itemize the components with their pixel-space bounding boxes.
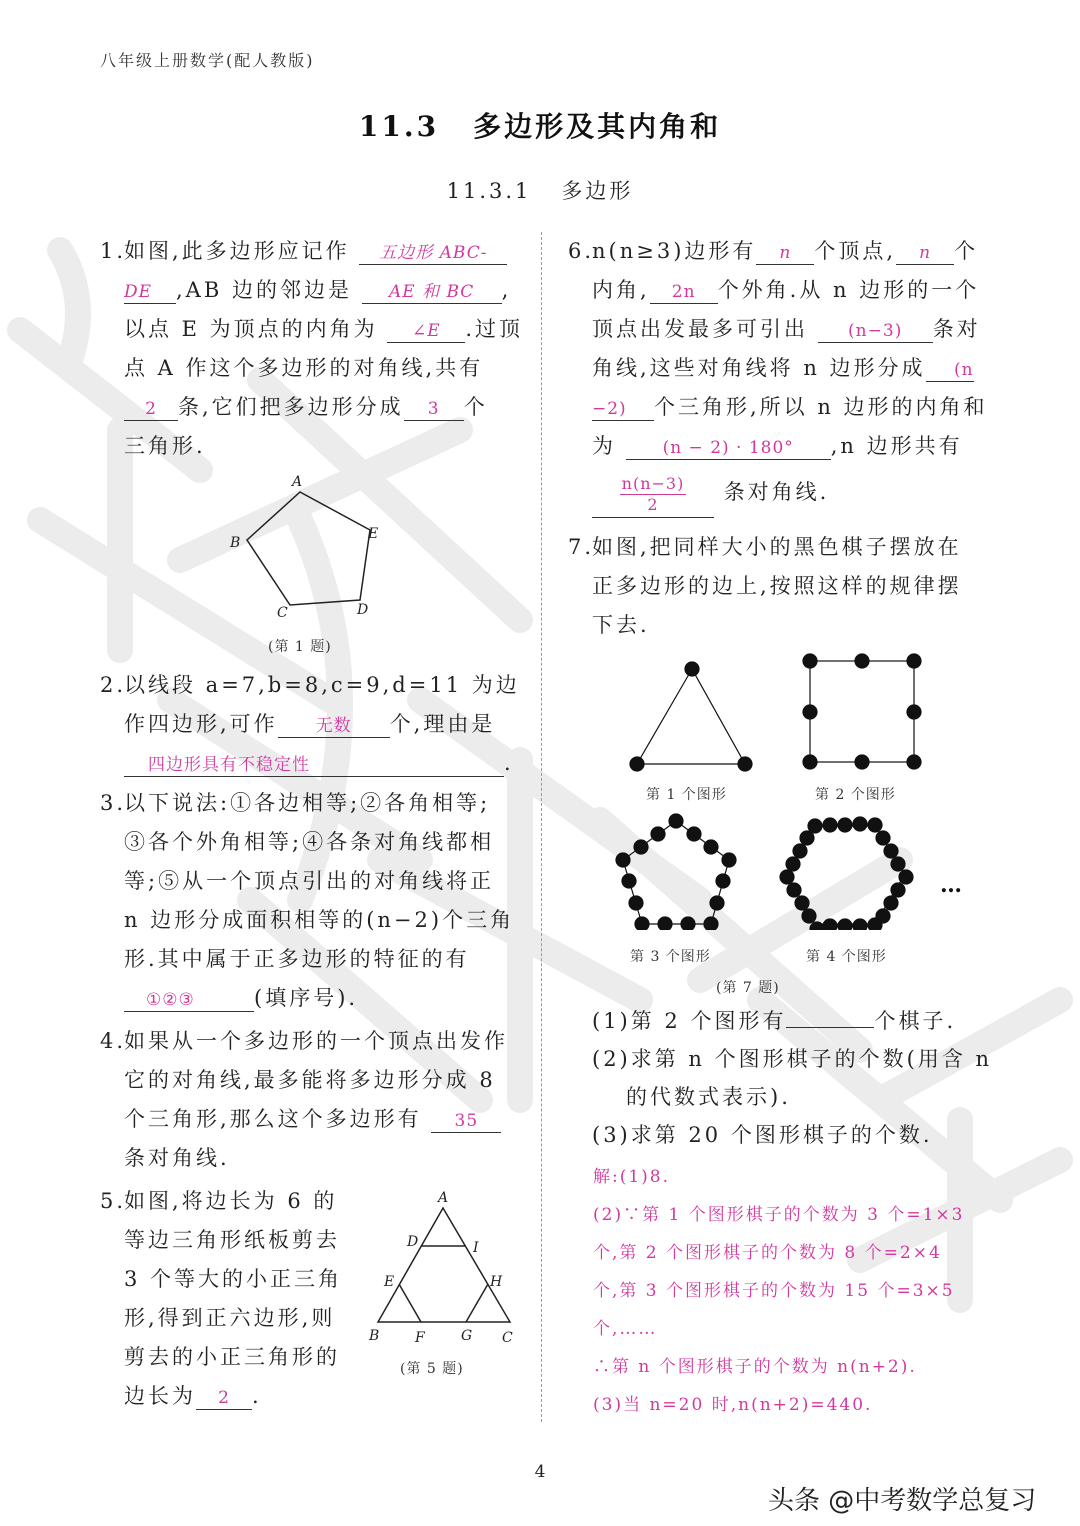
question-text: (1)第 2 个图形有 [592,1009,787,1033]
pentagon-figure [225,472,385,622]
question-text: 以线段 a=7,b=8,c=9,d=11 为边 [124,673,520,697]
question-text: 条对 [932,317,981,341]
vertex-label-h: H [490,1274,503,1290]
question-number: 7. [568,535,595,559]
question-text: n 边形分成面积相等的(n−2)个三角 [124,908,515,932]
question-text: 如图,将边长为 6 的 [124,1189,338,1213]
question-text: 三角形. [124,434,206,458]
answer-blank[interactable]: 2n [650,281,718,304]
running-head: 八年级上册数学(配人教版) [100,51,315,70]
question-text: 角线,这些对角线将 n 边形分成 [592,356,926,380]
figure-caption: 第 2 个图形 [815,787,896,803]
question-text: 个三角形,那么这个多边形有 [124,1107,422,1131]
question-text: 边长为 [124,1384,196,1408]
solution-line: (3)当 n=20 时,n(n+2)=440. [593,1395,873,1415]
vertex-label-a: A [438,1190,449,1206]
ellipsis: … [940,872,962,898]
fraction-denominator: 2 [647,495,659,514]
figure-caption: (第 5 题) [400,1361,464,1377]
question-text: (3)求第 20 个图形棋子的个数. [592,1123,933,1147]
question-text: . [504,751,514,775]
question-5 [100,1182,354,1416]
answer-blank[interactable]: (n−3) [818,320,933,343]
figure-caption: (第 1 题) [268,639,332,655]
question-text: 顶点出发最多可引出 [592,317,808,341]
answer-blank[interactable]: ①②③ [124,989,254,1012]
question-text: (2)求第 n 个图形棋子的个数(用含 n [592,1047,993,1071]
answer-blank[interactable]: n [896,242,954,265]
subsection-title-text: 多边形 [561,179,634,203]
question-number: 3. [100,791,127,815]
question-text: 个 [954,239,979,263]
vertex-label-e: E [384,1274,395,1290]
question-text: .过顶 [465,317,524,341]
answer-blank[interactable] [786,1005,874,1028]
question-text: 如图,把同样大小的黑色棋子摆放在 [592,535,962,559]
source-watermark-tag: 头条 @中考数学总复习 [768,1486,1037,1516]
question-text: 作四边形,可作 [124,712,278,736]
answer-blank[interactable]: 3 [404,398,464,421]
fraction-answer [620,474,687,515]
question-text: 等边三角形纸板剪去 [124,1228,340,1252]
question-text: 点 A 作这个多边形的对角线,共有 [124,356,484,380]
question-text: (填序号). [254,986,359,1010]
question-text: 为 [592,434,616,458]
question-text: 等;⑤从一个顶点引出的对角线将正 [124,869,495,893]
question-text: 条对角线. [124,1146,230,1170]
question-text: 个顶点, [814,239,897,263]
figure-caption: 第 1 个图形 [646,787,727,803]
question-text: 条,它们把多边形分成 [178,395,404,419]
question-number: 1. [100,239,127,263]
question-text: ,AB 边的邻边是 [176,278,352,302]
answer-blank[interactable] [592,471,714,518]
question-2 [100,666,520,783]
vertex-label-a: A [292,474,303,490]
solution-line: 个,第 2 个图形棋子的个数为 8 个=2×4 [593,1243,942,1263]
vertex-label-e: E [368,526,379,542]
question-text: 下去. [592,613,650,637]
solution-line: (2)∵第 1 个图形棋子的个数为 3 个=1×3 [593,1205,965,1225]
answer-blank[interactable]: 五边形 ABC- [359,242,507,265]
question-text: , [501,278,512,302]
question-7-parts [592,1002,992,1154]
solution-block [593,1158,964,1424]
answer-blank[interactable]: ∠E [387,320,465,343]
question-number: 6. [568,239,595,263]
question-text: 正多边形的边上,按照这样的规律摆 [592,574,962,598]
vertex-label-d: D [357,602,369,618]
solution-line: 解:(1)8. [593,1167,671,1187]
triangle-figure [365,1186,525,1346]
answer-blank[interactable]: −2) [592,398,654,421]
answer-blank[interactable]: (n [926,359,974,382]
question-text: 形.其中属于正多边形的特征的有 [124,947,470,971]
section-title [0,105,1080,145]
answer-blank[interactable]: (n − 2) · 180° [626,437,831,460]
vertex-label-c: C [502,1330,513,1346]
question-text: ,n 边形共有 [830,434,963,458]
question-1 [100,232,524,466]
question-text: 如图,此多边形应记作 [124,239,350,263]
question-6 [568,232,992,518]
answer-blank[interactable]: 2 [124,398,178,421]
vertex-label-b: B [369,1328,380,1344]
question-3 [100,784,519,1018]
question-text: ③各个外角相等;④各条对角线都相 [124,830,495,854]
question-text: 以下说法:①各边相等;②各角相等; [124,791,491,815]
figure-caption: (第 7 题) [716,980,780,996]
question-number: 5. [100,1189,127,1213]
subsection-title [0,175,1080,205]
question-text: 3 个等大的小正三角 [124,1267,343,1291]
vertex-label-g: G [461,1328,473,1344]
question-text: . [252,1384,262,1408]
question-text: 个,理由是 [389,712,496,736]
question-7 [568,528,992,645]
section-number: 11.3 [358,110,440,143]
fraction-numerator: n(n−3) [621,474,685,493]
question-text: 如果从一个多边形的一个顶点出发作 [124,1029,508,1053]
question-text: 个 [463,395,488,419]
vertex-label-i: I [473,1240,479,1256]
answer-blank[interactable]: 无数 [278,715,390,738]
answer-blank[interactable]: n [756,242,814,265]
question-number: 2. [100,673,127,697]
solution-line: 个,…… [593,1319,658,1339]
answer-blank[interactable]: DE [124,281,176,304]
question-text: 个外角.从 n 边形的一个 [717,278,980,302]
question-text: 剪去的小正三角形的 [124,1345,340,1369]
question-number: 4. [100,1029,127,1053]
column-divider [541,232,542,1422]
vertex-label-b: B [230,535,241,551]
question-text: 以点 E 为顶点的内角为 [124,317,378,341]
solution-line: 个,第 3 个图形棋子的个数为 15 个=3×5 [593,1281,955,1301]
answer-blank[interactable]: AE 和 BC [362,281,502,304]
question-text: 形,得到正六边形,则 [124,1306,336,1330]
answer-blank[interactable]: 35 [431,1110,501,1133]
answer-blank[interactable]: 2 [196,1387,252,1410]
question-text: 的代数式表示). [626,1085,791,1109]
subsection-number: 11.3.1 [446,179,532,203]
section-title-text: 多边形及其内角和 [473,110,722,143]
question-text: 条对角线. [723,480,830,504]
solution-line: ∴第 n 个图形棋子的个数为 n(n+2). [593,1357,917,1377]
question-text: 个三角形,所以 n 边形的内角和 [654,395,988,419]
answer-blank[interactable]: 四边形具有不稳定性 [124,754,504,777]
vertex-label-c: C [277,605,288,621]
figure-caption: 第 4 个图形 [806,949,887,965]
page-number: 4 [534,1462,546,1482]
question-text: n(n≥3)边形有 [592,239,757,263]
vertex-label-d: D [407,1234,419,1250]
question-text: 个棋子. [874,1009,957,1033]
vertex-label-f: F [415,1330,425,1346]
question-text: 它的对角线,最多能将多边形分成 8 [124,1068,496,1092]
question-4 [100,1022,519,1178]
question-text: 内角, [592,278,650,302]
figure-caption: 第 3 个图形 [630,949,711,965]
